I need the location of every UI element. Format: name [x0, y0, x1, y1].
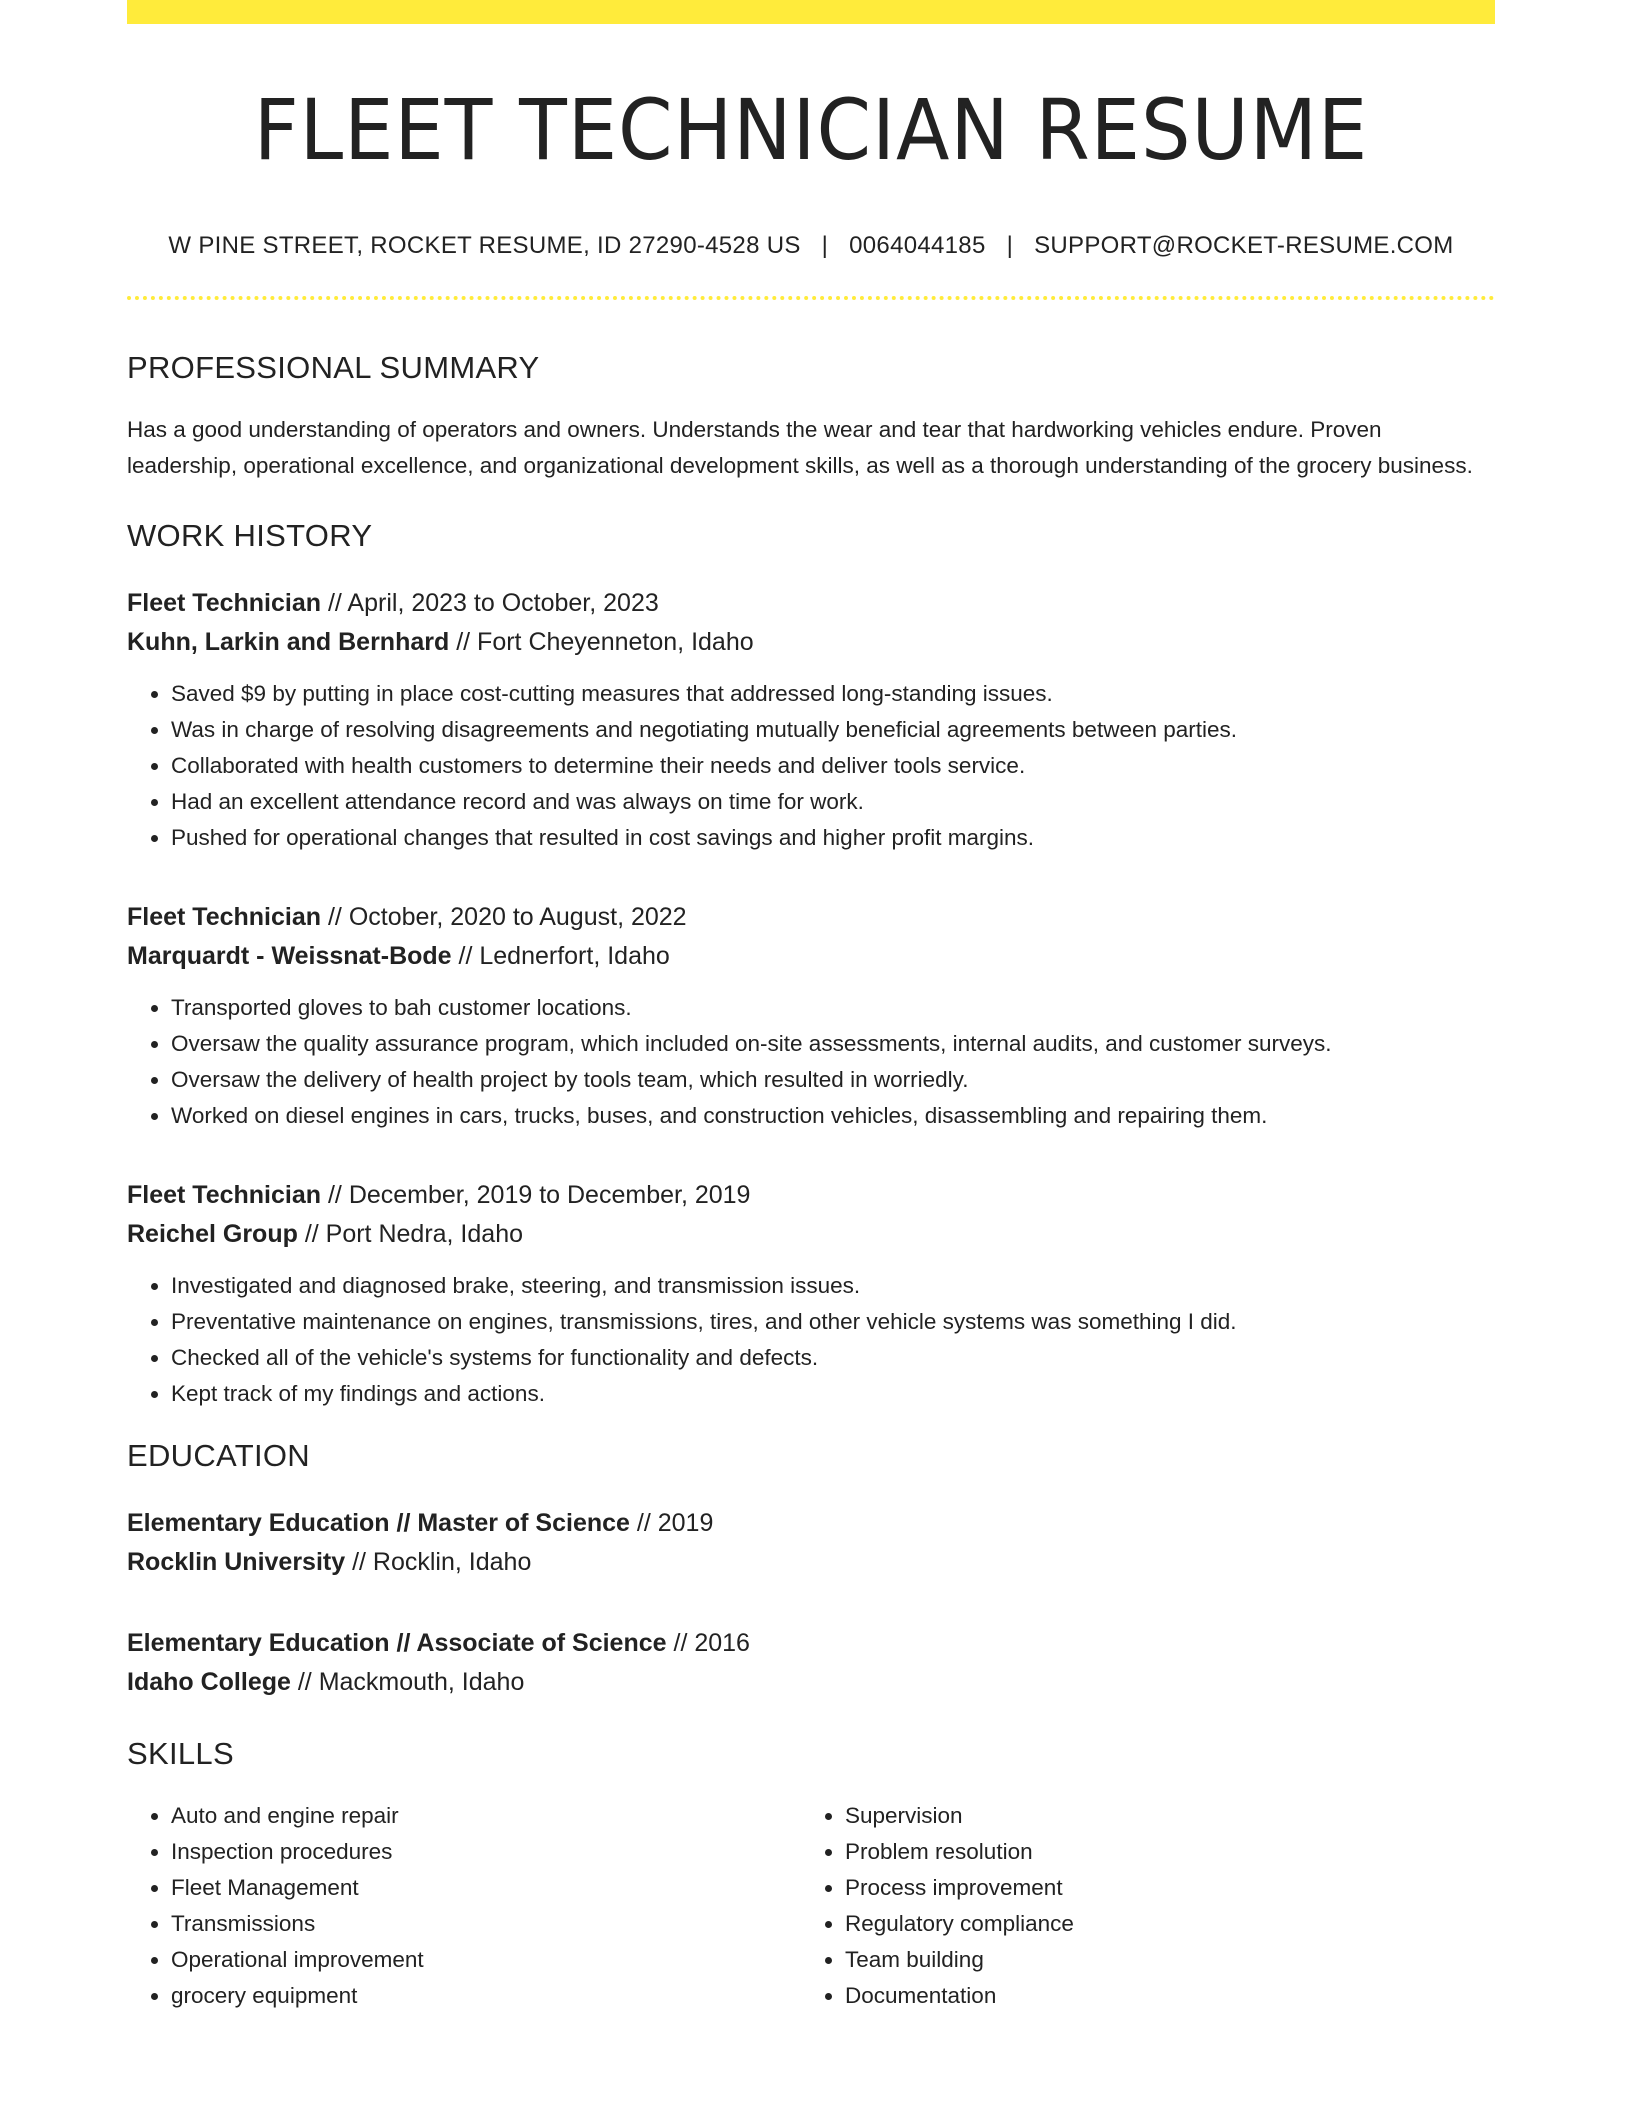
skill-item: • grocery equipment: [171, 1978, 801, 2014]
contact-separator: |: [1006, 232, 1014, 260]
skill-item: • Supervision: [845, 1798, 1475, 1834]
job-bullet: • Saved $9 by putting in place cost-cutting measures that addressed long-standing issues.: [171, 676, 1495, 712]
job-dates: // December, 2019 to December, 2019: [321, 1181, 751, 1210]
skill-item: • Inspection procedures: [171, 1834, 801, 1870]
job-bullet: • Transported gloves to bah customer locations.: [171, 990, 1495, 1026]
contact-email: SUPPORT@ROCKET-RESUME.COM: [1034, 232, 1454, 260]
job-company-line: [127, 1215, 1495, 1254]
job-bullet: • Checked all of the vehicle's systems for functionality and defects.: [171, 1340, 1495, 1376]
job-company-line: [127, 623, 1495, 662]
skill-item: • Fleet Management: [171, 1870, 801, 1906]
skill-item: • Process improvement: [845, 1870, 1475, 1906]
work-history-heading: WORK HISTORY: [127, 518, 373, 554]
education-year: // 2019: [629, 1509, 714, 1538]
job-bullet: • Was in charge of resolving disagreements and negotiating mutually beneficial agreements between parties.: [171, 712, 1495, 748]
job-bullet: • Preventative maintenance on engines, transmissions, tires, and other vehicle systems was something I did.: [171, 1304, 1495, 1340]
skills-list-right: [801, 1798, 1475, 2014]
job-bullets: [127, 676, 1495, 856]
summary-heading: PROFESSIONAL SUMMARY: [127, 350, 540, 386]
resume-page: [127, 0, 1495, 2014]
job-dates: // October, 2020 to August, 2022: [321, 903, 687, 932]
job-title: Fleet Technician: [127, 1181, 322, 1210]
education-school-line: [127, 1543, 1495, 1582]
job-bullets: [127, 1268, 1495, 1412]
education-degree-line: [127, 1504, 1495, 1543]
job-title-line: [127, 584, 1495, 623]
job-bullet: • Oversaw the quality assurance program, which included on-site assessments, internal audits, and customer surveys.: [171, 1026, 1495, 1062]
job-bullet: • Oversaw the delivery of health project by tools team, which resulted in worriedly.: [171, 1062, 1495, 1098]
education-year: // 2016: [666, 1629, 750, 1658]
job-title-line: [127, 898, 1495, 937]
job-location: // Port Nedra, Idaho: [297, 1220, 523, 1249]
contact-phone: 0064044185: [849, 232, 986, 260]
job-location: // Lednerfort, Idaho: [451, 942, 670, 971]
job-bullet: • Had an excellent attendance record and was always on time for work.: [171, 784, 1495, 820]
education-location: // Rocklin, Idaho: [345, 1548, 532, 1577]
skills-list-left: [127, 1798, 801, 2014]
job-title: Fleet Technician: [127, 903, 322, 932]
contact-separator: |: [821, 232, 829, 260]
skills-heading: SKILLS: [127, 1736, 234, 1772]
job-company: Marquardt - Weissnat-Bode: [127, 942, 452, 971]
job-company: Kuhn, Larkin and Bernhard: [127, 628, 450, 657]
job-bullet: • Investigated and diagnosed brake, steering, and transmission issues.: [171, 1268, 1495, 1304]
job-title: Fleet Technician: [127, 589, 322, 618]
job-title-line: [127, 1176, 1495, 1215]
job-dates: // April, 2023 to October, 2023: [321, 589, 659, 618]
education-school: Idaho College: [127, 1668, 291, 1697]
job-bullet: • Pushed for operational changes that resulted in cost savings and higher profit margins.: [171, 820, 1495, 856]
summary-text: Has a good understanding of operators and owners. Understands the wear and tear that hardworking vehicles endure. Proven leadership, operational excellence, and organizational development skills, as well as a thorough understanding of the grocery business.: [127, 417, 1473, 479]
education-school-line: [127, 1663, 1495, 1702]
accent-bar: [127, 0, 1495, 24]
skill-item: • Operational improvement: [171, 1942, 801, 1978]
job-bullet: • Collaborated with health customers to determine their needs and deliver tools service.: [171, 748, 1495, 784]
job-entry: [127, 1176, 1495, 1412]
skill-item: • Transmissions: [171, 1906, 801, 1942]
skill-item: • Team building: [845, 1942, 1475, 1978]
skill-item: • Problem resolution: [845, 1834, 1475, 1870]
work-history-list: [127, 584, 1495, 1412]
skill-item: • Regulatory compliance: [845, 1906, 1475, 1942]
education-location: // Mackmouth, Idaho: [290, 1668, 525, 1697]
job-bullet: • Kept track of my findings and actions.: [171, 1376, 1495, 1412]
education-degree: Elementary Education // Associate of Science: [127, 1629, 667, 1658]
education-school: Rocklin University: [127, 1548, 346, 1577]
job-bullet: • Worked on diesel engines in cars, trucks, buses, and construction vehicles, disassembling and repairing them.: [171, 1098, 1495, 1134]
education-degree-line: [127, 1624, 1495, 1663]
skill-item: • Documentation: [845, 1978, 1475, 2014]
education-entry: [127, 1504, 1495, 1582]
education-degree: Elementary Education // Master of Science: [127, 1509, 630, 1538]
job-location: // Fort Cheyenneton, Idaho: [449, 628, 754, 657]
job-company-line: [127, 937, 1495, 976]
education-heading: EDUCATION: [127, 1438, 310, 1474]
job-entry: [127, 898, 1495, 1134]
job-company: Reichel Group: [127, 1220, 298, 1249]
skill-item: • Auto and engine repair: [171, 1798, 801, 1834]
job-bullets: [127, 990, 1495, 1134]
contact-address: W PINE STREET, ROCKET RESUME, ID 27290-4528 US: [168, 232, 801, 260]
education-list: [127, 1504, 1495, 1702]
resume-title: FLEET TECHNICIAN RESUME: [253, 81, 1369, 179]
skills-columns: [127, 1798, 1495, 2014]
header-divider: [127, 296, 1495, 300]
contact-line: [127, 232, 1495, 260]
education-entry: [127, 1624, 1495, 1702]
job-entry: [127, 584, 1495, 856]
